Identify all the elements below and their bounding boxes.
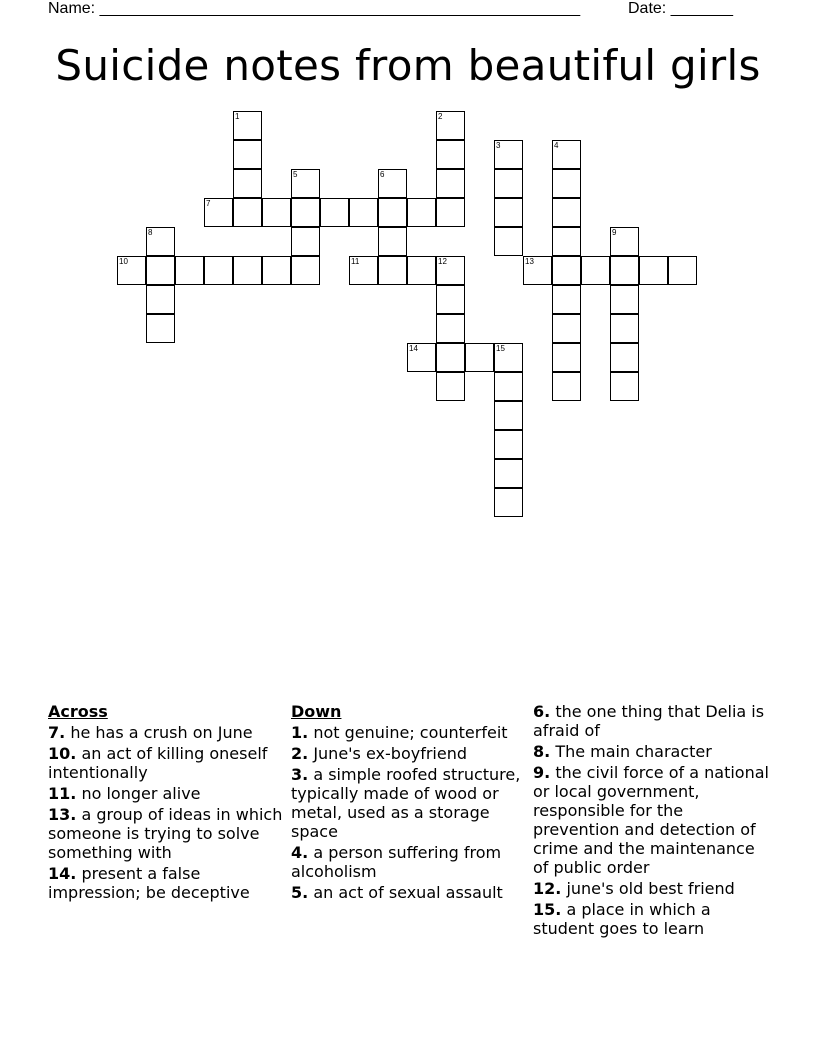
clue-down-15 bbox=[533, 900, 773, 938]
grid-cell[interactable] bbox=[494, 372, 523, 401]
clue-text: he has a crush on June bbox=[70, 723, 253, 742]
clue-number: 8. bbox=[533, 742, 551, 761]
grid-cell[interactable] bbox=[552, 227, 581, 256]
grid-cell[interactable] bbox=[407, 343, 436, 372]
grid-cell[interactable] bbox=[668, 256, 697, 285]
clue-down-12 bbox=[533, 879, 773, 898]
grid-cell[interactable] bbox=[146, 285, 175, 314]
grid-cell[interactable] bbox=[436, 285, 465, 314]
grid-cell[interactable] bbox=[436, 140, 465, 169]
clue-number: 15. bbox=[533, 900, 562, 919]
grid-cell[interactable] bbox=[436, 372, 465, 401]
grid-cell[interactable] bbox=[494, 198, 523, 227]
grid-cell[interactable] bbox=[233, 169, 262, 198]
cell-number: 6 bbox=[380, 170, 385, 179]
clue-number: 13. bbox=[48, 805, 77, 824]
grid-cell[interactable] bbox=[436, 314, 465, 343]
grid-cell[interactable] bbox=[494, 227, 523, 256]
grid-cell[interactable] bbox=[204, 198, 233, 227]
grid-cell[interactable] bbox=[378, 256, 407, 285]
date-field-label: Date: _______ bbox=[628, 0, 733, 17]
clue-down-4 bbox=[291, 843, 527, 881]
clue-number: 7. bbox=[48, 723, 66, 742]
clue-across-11 bbox=[48, 784, 283, 803]
grid-cell[interactable] bbox=[233, 198, 262, 227]
clue-across-7 bbox=[48, 723, 283, 742]
clue-across-14 bbox=[48, 864, 283, 902]
clue-text: a place in which a student goes to learn bbox=[533, 900, 711, 938]
grid-cell[interactable] bbox=[552, 169, 581, 198]
clue-down-3 bbox=[291, 765, 527, 841]
cell-number: 3 bbox=[496, 141, 501, 150]
across-clues bbox=[48, 702, 283, 904]
clue-text: the civil force of a national or local government, responsible for the prevention and detection of crime and the maintenance of public order bbox=[533, 763, 769, 877]
grid-cell[interactable] bbox=[639, 256, 668, 285]
clue-across-13 bbox=[48, 805, 283, 862]
clue-number: 10. bbox=[48, 744, 77, 763]
grid-cell[interactable] bbox=[291, 256, 320, 285]
clue-text: a simple roofed structure, typically made of wood or metal, used as a storage space bbox=[291, 765, 521, 841]
down-clues bbox=[291, 702, 527, 904]
grid-cell[interactable] bbox=[320, 198, 349, 227]
clue-number: 6. bbox=[533, 702, 551, 721]
grid-cell[interactable] bbox=[610, 314, 639, 343]
cell-number: 8 bbox=[148, 228, 153, 237]
grid-cell[interactable] bbox=[494, 459, 523, 488]
cell-number: 1 bbox=[235, 112, 240, 121]
cell-number: 14 bbox=[409, 344, 418, 353]
grid-cell[interactable] bbox=[494, 401, 523, 430]
grid-cell[interactable] bbox=[552, 256, 581, 285]
clue-down-5 bbox=[291, 883, 527, 902]
cell-number: 4 bbox=[554, 141, 559, 150]
grid-cell[interactable] bbox=[262, 256, 291, 285]
grid-cell[interactable] bbox=[494, 140, 523, 169]
clue-text: no longer alive bbox=[81, 784, 201, 803]
grid-cell[interactable] bbox=[407, 256, 436, 285]
grid-cell[interactable] bbox=[233, 256, 262, 285]
grid-cell[interactable] bbox=[436, 169, 465, 198]
name-field-label: Name: ______________________________________________________ bbox=[48, 0, 581, 17]
grid-cell[interactable] bbox=[552, 140, 581, 169]
grid-cell[interactable] bbox=[436, 343, 465, 372]
cell-number: 5 bbox=[293, 170, 298, 179]
grid-cell[interactable] bbox=[349, 198, 378, 227]
grid-cell[interactable] bbox=[146, 256, 175, 285]
clue-number: 11. bbox=[48, 784, 77, 803]
cell-number: 7 bbox=[206, 199, 211, 208]
grid-cell[interactable] bbox=[233, 140, 262, 169]
clue-number: 9. bbox=[533, 763, 551, 782]
grid-cell[interactable] bbox=[291, 198, 320, 227]
grid-cell[interactable] bbox=[407, 198, 436, 227]
clue-down-2 bbox=[291, 744, 527, 763]
grid-cell[interactable] bbox=[610, 256, 639, 285]
grid-cell[interactable] bbox=[117, 256, 146, 285]
grid-cell[interactable] bbox=[494, 488, 523, 517]
grid-cell[interactable] bbox=[291, 169, 320, 198]
grid-cell[interactable] bbox=[610, 285, 639, 314]
clue-number: 14. bbox=[48, 864, 77, 883]
grid-cell[interactable] bbox=[349, 256, 378, 285]
clue-text: a group of ideas in which someone is trying to solve something with bbox=[48, 805, 283, 862]
cell-number: 12 bbox=[438, 257, 447, 266]
clue-down-8 bbox=[533, 742, 773, 761]
grid-cell[interactable] bbox=[610, 227, 639, 256]
grid-cell[interactable] bbox=[436, 198, 465, 227]
clue-down-6 bbox=[533, 702, 773, 740]
clue-number: 2. bbox=[291, 744, 309, 763]
clue-text: an act of sexual assault bbox=[313, 883, 503, 902]
grid-cell[interactable] bbox=[204, 256, 233, 285]
grid-cell[interactable] bbox=[436, 256, 465, 285]
grid-cell[interactable] bbox=[378, 198, 407, 227]
grid-cell[interactable] bbox=[378, 169, 407, 198]
grid-cell[interactable] bbox=[146, 314, 175, 343]
grid-cell[interactable] bbox=[465, 343, 494, 372]
clue-text: a person suffering from alcoholism bbox=[291, 843, 502, 881]
page-title: Suicide notes from beautiful girls bbox=[55, 41, 761, 90]
cell-number: 9 bbox=[612, 228, 617, 237]
grid-cell[interactable] bbox=[378, 227, 407, 256]
down-heading: Down bbox=[291, 702, 342, 721]
cell-number: 2 bbox=[438, 112, 443, 121]
clue-down-9 bbox=[533, 763, 773, 877]
clue-number: 4. bbox=[291, 843, 309, 862]
clue-number: 3. bbox=[291, 765, 309, 784]
cell-number: 15 bbox=[496, 344, 505, 353]
across-heading: Across bbox=[48, 702, 108, 721]
grid-cell[interactable] bbox=[552, 372, 581, 401]
grid-cell[interactable] bbox=[146, 227, 175, 256]
grid-cell[interactable] bbox=[291, 227, 320, 256]
grid-cell[interactable] bbox=[233, 111, 262, 140]
grid-cell[interactable] bbox=[262, 198, 291, 227]
cell-number: 13 bbox=[525, 257, 534, 266]
grid-cell[interactable] bbox=[175, 256, 204, 285]
cell-number: 11 bbox=[351, 257, 360, 266]
cell-number: 10 bbox=[119, 257, 128, 266]
grid-cell[interactable] bbox=[581, 256, 610, 285]
grid-cell[interactable] bbox=[552, 343, 581, 372]
clue-text: June's ex-boyfriend bbox=[313, 744, 467, 763]
clue-text: june's old best friend bbox=[566, 879, 735, 898]
clue-number: 5. bbox=[291, 883, 309, 902]
grid-cell[interactable] bbox=[494, 169, 523, 198]
down-clues-continued bbox=[533, 702, 773, 940]
clue-text: present a false impression; be deceptive bbox=[48, 864, 250, 902]
clue-text: the one thing that Delia is afraid of bbox=[533, 702, 765, 740]
clue-across-10 bbox=[48, 744, 283, 782]
grid-cell[interactable] bbox=[552, 314, 581, 343]
grid-cell[interactable] bbox=[494, 430, 523, 459]
grid-cell[interactable] bbox=[610, 343, 639, 372]
grid-cell[interactable] bbox=[523, 256, 552, 285]
clue-down-1 bbox=[291, 723, 527, 742]
clue-text: not genuine; counterfeit bbox=[313, 723, 508, 742]
clue-text: an act of killing oneself intentionally bbox=[48, 744, 268, 782]
grid-cell[interactable] bbox=[552, 285, 581, 314]
clue-text: The main character bbox=[555, 742, 712, 761]
grid-cell[interactable] bbox=[610, 372, 639, 401]
grid-cell[interactable] bbox=[436, 111, 465, 140]
clue-number: 1. bbox=[291, 723, 309, 742]
clue-number: 12. bbox=[533, 879, 562, 898]
grid-cell[interactable] bbox=[552, 198, 581, 227]
grid-cell[interactable] bbox=[494, 343, 523, 372]
